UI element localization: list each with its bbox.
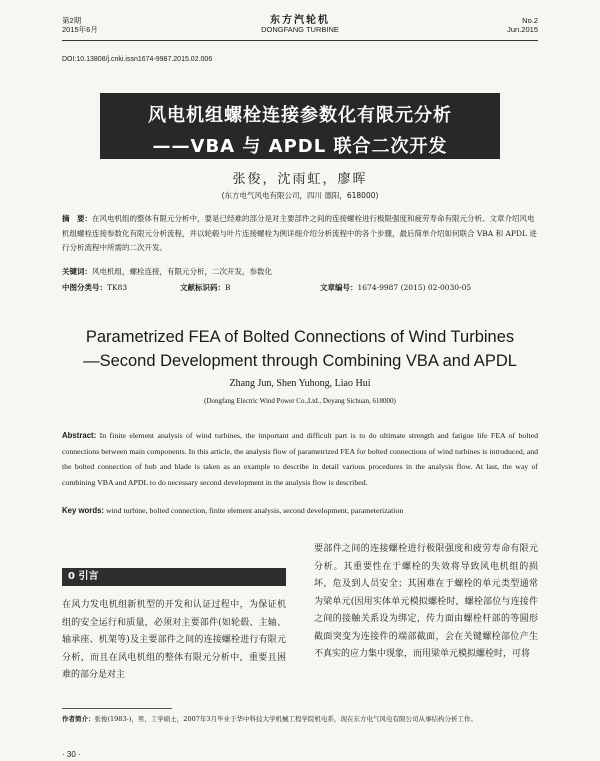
article-no-value: 1674-9987 (2015) 02-0030-05	[357, 283, 472, 292]
affiliation-cn: (东方电气风电有限公司，四川 德阳，618000)	[221, 191, 379, 200]
title-en-line2: —Second Development through Combining VBA and APDL	[83, 352, 517, 370]
body-column-left: 在风力发电机组新机型的开发和认证过程中，为保证机组的安全运行和质量，必须对主要部件(如轮毂、主轴、轴承座、机架等)及主要部件之间的连接螺栓进行有限元分析，而且在风电机组的整体有限元分析中，重要且困难的部分是对主	[62, 600, 286, 680]
article-no-group	[320, 282, 471, 293]
abstract-cn	[62, 212, 538, 256]
keywords-cn-label: 关键词：	[62, 267, 92, 276]
header-center	[62, 16, 538, 34]
authors-cn: 张俊，沈雨虹，廖晖	[232, 172, 368, 187]
keywords-cn-text: 风电机组，螺栓连接，有限元分析，二次开发，参数化	[92, 267, 272, 276]
section-heading-introduction: 0 引言	[62, 568, 286, 586]
doi: DOI:10.13808/j.cnki.issn1674-9987.2015.02.006	[62, 56, 213, 63]
title-en	[0, 325, 600, 373]
date-cn: 2015年6月	[62, 25, 98, 34]
doc-code-group	[180, 282, 231, 293]
footnote-text: 张俊(1983-)，男，工学硕士，2007年3月毕业于华中科技大学机械工程学院机电系，现在东方电气风电有限公司从事结构分析工作。	[94, 715, 477, 723]
abstract-cn-label: 摘 要：	[62, 214, 92, 223]
title-cn-line1: 风电机组螺栓连接参数化有限元分析	[148, 105, 452, 126]
keywords-en-label: Key words:	[62, 506, 105, 515]
title-banner	[100, 93, 500, 159]
affiliation-en: (Dongfang Electric Wind Power Co.,Ltd., Deyang Sichuan, 618000)	[204, 397, 396, 405]
title-cn-line2: ——VBA 与 APDL 联合二次开发	[152, 136, 448, 157]
keywords-cn	[62, 266, 538, 277]
date-en: Jun.2015	[507, 25, 538, 34]
abstract-cn-text: 在风电机组的整体有限元分析中，要是已经难的部分是对主要部件之间的连接螺栓进行极限强度和疲劳寿命有限元分析。文章介绍风电机组螺栓连接参数化有限元分析流程，并以轮毂与叶片连接螺栓为例详细介绍分析流程中的各个步骤，最后简单介绍如何联合 VBA 和 APDL 进行分析流程中所需的二次开发。	[62, 214, 537, 252]
journal-name-en: DONGFANG TURBINE	[261, 25, 339, 34]
footnote-label: 作者简介：	[62, 715, 95, 723]
issue-cn: 第2期	[62, 16, 82, 25]
header-right	[507, 16, 538, 34]
clc-label: 中图分类号：	[62, 283, 107, 292]
page-number: · 30 ·	[62, 750, 81, 759]
doc-code-label: 文献标识码：	[180, 283, 225, 292]
body-column-right: 要部件之间的连接螺栓进行极限强度和疲劳寿命有限元分析。其重要性在于螺栓的失效将导致风电机组的损坏，危及到人员安全；其困难在于螺栓的单元类型通常为梁单元(因用实体单元模拟螺栓时，螺栓部位与连接件之间的接触关系设为绑定，传力面由螺栓杆部的等圆形截面突变为连接件的端部截面，会在关键螺栓部位产生不真实的应力集中现象，而用梁单元模拟螺栓时，可将	[314, 544, 538, 659]
author-footnote	[62, 714, 538, 725]
header-rule	[62, 40, 538, 41]
keywords-en	[62, 506, 538, 515]
article-no-label: 文章编号：	[320, 283, 358, 292]
journal-name-cn: 东方汽轮机	[270, 15, 330, 26]
doc-code-value: B	[225, 283, 231, 292]
title-en-line1: Parametrized FEA of Bolted Connections of Wind Turbines	[85, 328, 515, 346]
running-header	[62, 16, 538, 42]
clc-group	[62, 282, 127, 293]
abstract-en-label: Abstract:	[62, 431, 97, 440]
issue-en: No.2	[522, 16, 538, 25]
authors-en: Zhang Jun, Shen Yuhong, Liao Hui	[229, 378, 371, 389]
keywords-en-text: wind turbine, bolted connection, finite element analysis, second development, parameterization	[105, 506, 404, 515]
abstract-en-text: In finite element analysis of wind turbines, the important and difficult part is to do ultimate strength and fatigue life FEA of bolted connections between main components. In this article, the analysis flow of parametrized FEA for bolted connections of wind turbines is introduced, and the bolted connection of hub and blade is taken as an example to describe in detail various procedures in the analysis flow. At last, the way of combining VBA and APDL to do necessary second development in the analysis flow is described.	[62, 431, 539, 487]
clc-value: TK83	[107, 283, 128, 292]
footnote-rule	[62, 708, 172, 709]
abstract-en	[62, 428, 538, 490]
